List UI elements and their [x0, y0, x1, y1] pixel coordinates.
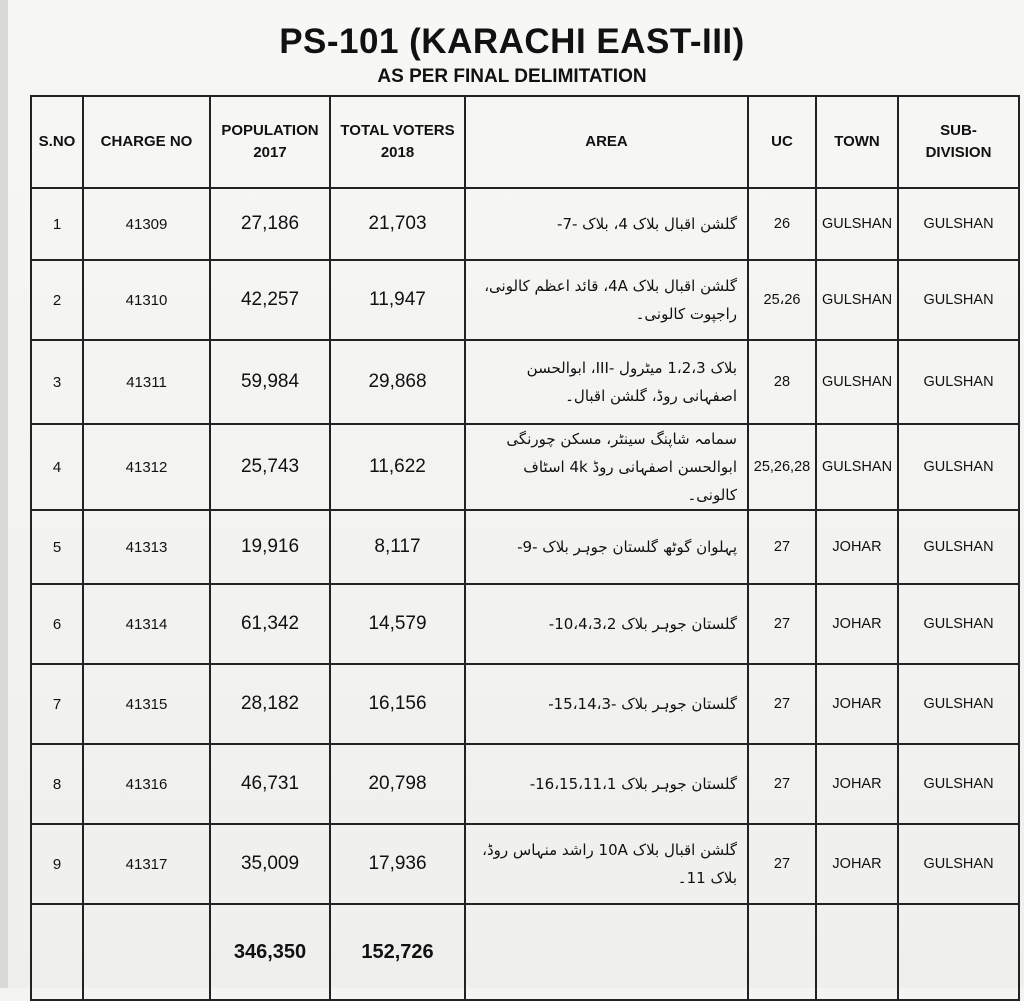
cell-voters: 14,579: [330, 584, 465, 664]
header-total-voters: [330, 96, 465, 188]
cell-charge-no: 41311: [83, 340, 210, 424]
table-row: [31, 340, 1019, 424]
cell-voters: 21,703: [330, 188, 465, 260]
header-uc: UC: [748, 96, 816, 188]
cell-area: گلستان جوہر بلاک -15،14،3-: [465, 664, 748, 744]
cell-charge-no: 41316: [83, 744, 210, 824]
cell-town: GULSHAN: [816, 424, 898, 510]
cell-town: JOHAR: [816, 744, 898, 824]
cell-town: JOHAR: [816, 824, 898, 904]
header-sub-line2: DIVISION: [925, 144, 992, 161]
cell-voters: 29,868: [330, 340, 465, 424]
cell-sno: 1: [31, 188, 83, 260]
totals-empty-cell: [465, 904, 748, 1000]
cell-area: بلاک 1،2،3 میٹرول -III، ابوالحسن اصفہانی روڈ، گلشن اقبال۔: [465, 340, 748, 424]
cell-charge-no: 41317: [83, 824, 210, 904]
cell-sno: 7: [31, 664, 83, 744]
totals-empty-cell: [816, 904, 898, 1000]
cell-uc: 28: [748, 340, 816, 424]
cell-sub-division: GULSHAN: [898, 424, 1019, 510]
table-row: [31, 744, 1019, 824]
cell-charge-no: 41310: [83, 260, 210, 340]
cell-sub-division: GULSHAN: [898, 340, 1019, 424]
table-row: [31, 664, 1019, 744]
cell-voters: 8,117: [330, 510, 465, 584]
cell-population: 19,916: [210, 510, 330, 584]
table-row: [31, 510, 1019, 584]
cell-town: JOHAR: [816, 510, 898, 584]
total-population: 346,350: [210, 904, 330, 1000]
cell-area: گلستان جوہر بلاک 16،15،11،1-: [465, 744, 748, 824]
cell-sub-division: GULSHAN: [898, 188, 1019, 260]
cell-population: 42,257: [210, 260, 330, 340]
cell-uc: 26: [748, 188, 816, 260]
cell-uc: 27: [748, 664, 816, 744]
table-row: [31, 188, 1019, 260]
cell-charge-no: 41312: [83, 424, 210, 510]
cell-voters: 11,947: [330, 260, 465, 340]
cell-area: گلشن اقبال بلاک 4، بلاک -7-: [465, 188, 748, 260]
cell-population: 28,182: [210, 664, 330, 744]
cell-voters: 16,156: [330, 664, 465, 744]
cell-uc: 27: [748, 824, 816, 904]
header-area: AREA: [465, 96, 748, 188]
header-population-line2: 2017: [253, 144, 287, 161]
cell-population: 35,009: [210, 824, 330, 904]
totals-empty-cell: [898, 904, 1019, 1000]
cell-uc: 27: [748, 584, 816, 664]
cell-sub-division: GULSHAN: [898, 260, 1019, 340]
cell-sub-division: GULSHAN: [898, 664, 1019, 744]
cell-town: JOHAR: [816, 664, 898, 744]
cell-town: GULSHAN: [816, 260, 898, 340]
cell-voters: 11,622: [330, 424, 465, 510]
totals-row: [31, 904, 1019, 1000]
cell-charge-no: 41309: [83, 188, 210, 260]
cell-population: 46,731: [210, 744, 330, 824]
header-population: [210, 96, 330, 188]
cell-area: گلستان جوہر بلاک 10،4،3،2-: [465, 584, 748, 664]
header-voters-line2: 2018: [380, 144, 415, 161]
header-sub-division: [898, 96, 1019, 188]
cell-town: GULSHAN: [816, 340, 898, 424]
header-sno: S.NO: [31, 96, 83, 188]
cell-sub-division: GULSHAN: [898, 824, 1019, 904]
header-voters-line1: TOTAL VOTERS: [340, 122, 455, 139]
cell-uc: 27: [748, 510, 816, 584]
delimitation-table: [30, 95, 1020, 1001]
header-row: [31, 96, 1019, 188]
cell-town: JOHAR: [816, 584, 898, 664]
table-row: [31, 424, 1019, 510]
cell-sub-division: GULSHAN: [898, 510, 1019, 584]
table-row: [31, 260, 1019, 340]
cell-population: 59,984: [210, 340, 330, 424]
table-row: [31, 584, 1019, 664]
cell-voters: 20,798: [330, 744, 465, 824]
document-subtitle: AS PER FINAL DELIMITATION: [377, 66, 647, 87]
cell-sno: 4: [31, 424, 83, 510]
cell-population: 25,743: [210, 424, 330, 510]
cell-sno: 5: [31, 510, 83, 584]
totals-empty-cell: [31, 904, 83, 1000]
header-town: TOWN: [816, 96, 898, 188]
header-charge-no: CHARGE NO: [83, 96, 210, 188]
cell-area: گلشن اقبال بلاک 10A راشد منہاس روڈ، بلاک 11۔: [465, 824, 748, 904]
cell-uc: 25,26,28: [748, 424, 816, 510]
table-row: [31, 824, 1019, 904]
totals-empty-cell: [748, 904, 816, 1000]
cell-sub-division: GULSHAN: [898, 584, 1019, 664]
total-voters: 152,726: [330, 904, 465, 1000]
cell-sno: 6: [31, 584, 83, 664]
cell-voters: 17,936: [330, 824, 465, 904]
cell-area: گلشن اقبال بلاک 4A، قائد اعظم کالونی، راجپوت کالونی۔: [465, 260, 748, 340]
cell-uc: 25،26: [748, 260, 816, 340]
cell-sno: 2: [31, 260, 83, 340]
cell-sub-division: GULSHAN: [898, 744, 1019, 824]
cell-charge-no: 41315: [83, 664, 210, 744]
cell-population: 61,342: [210, 584, 330, 664]
cell-sno: 3: [31, 340, 83, 424]
cell-charge-no: 41314: [83, 584, 210, 664]
cell-sno: 8: [31, 744, 83, 824]
cell-uc: 27: [748, 744, 816, 824]
document-title: PS-101 (KARACHI EAST-III): [279, 22, 745, 61]
header-population-line1: POPULATION: [221, 122, 319, 139]
header-sub-line1: SUB-: [940, 122, 977, 139]
cell-sno: 9: [31, 824, 83, 904]
cell-charge-no: 41313: [83, 510, 210, 584]
page-edge: [0, 0, 8, 988]
cell-town: GULSHAN: [816, 188, 898, 260]
cell-population: 27,186: [210, 188, 330, 260]
cell-area: پہلوان گوٹھ گلستان جوہر بلاک -9-: [465, 510, 748, 584]
cell-area: سمامہ شاپنگ سینٹر، مسکن چورنگی ابوالحسن اصفہانی روڈ 4k اسٹاف کالونی۔: [465, 424, 748, 510]
totals-empty-cell: [83, 904, 210, 1000]
